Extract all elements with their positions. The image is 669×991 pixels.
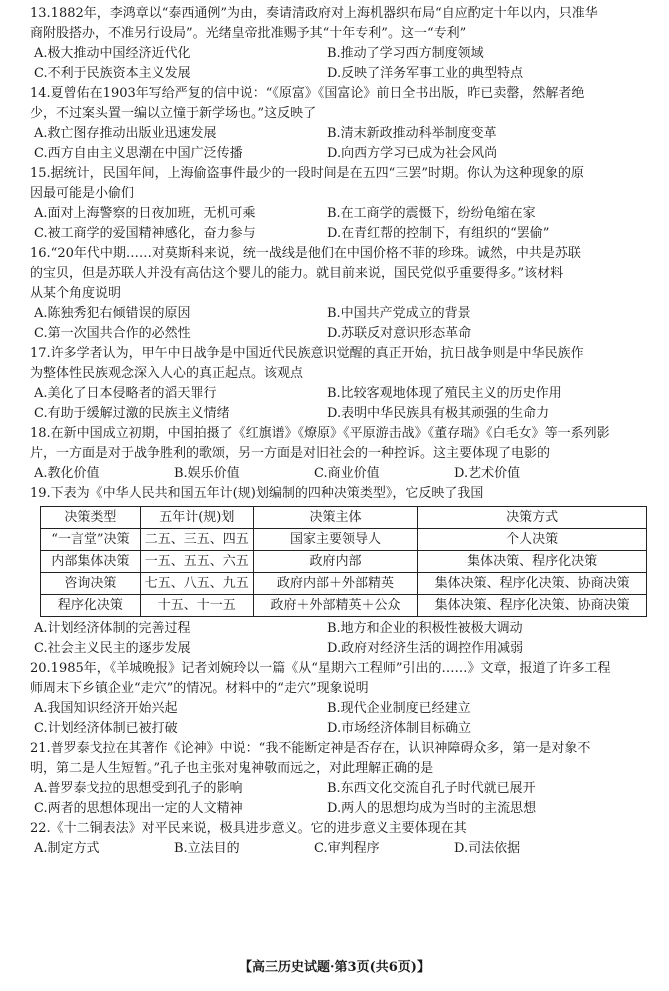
answer-option: D.向西方学习已成为社会风尚 [327,146,498,161]
table-cell: 政府内部＋外部精英 [253,573,417,595]
answer-option: B.清末新政推动科举制度变革 [327,126,497,141]
table-row [41,573,647,595]
answer-option: C.有助于缓解过激的民族主义情绪 [34,406,230,421]
answer-option: C.两者的思想体现出一定的人文精神 [34,801,243,816]
question-text-line: 17.许多学者认为，甲午中日战争是中国近代民族意识觉醒的真正开始，抗日战争则是中华民族作 [30,346,584,361]
page-footer: 【高三历史试题·第3页(共6页)】 [239,960,430,975]
answer-option: A.教化价值 [34,466,100,481]
table-cell: 十五、十一五 [140,595,253,617]
question-text-line: 20.1985年，《羊城晚报》记者刘婉玲以一篇《从“星期六工程师”引出的……》文章，报道了许多工程 [30,661,611,676]
question-17 [30,344,647,424]
question-20 [30,659,647,739]
table-cell: 二五、三五、四五 [140,529,253,551]
answer-option: B.东西文化交流自孔子时代就已展开 [327,781,536,796]
answer-option: C.社会主义民主的逐步发展 [34,641,191,656]
table-cell: 集体决策、程序化决策、协商决策 [418,573,647,595]
answer-options [30,204,647,244]
question-text-line: 19.下表为《中华人民共和国五年计(规)划编制的四种决策类型》，它反映了我国 [30,486,484,501]
question-18 [30,424,647,484]
answer-option: B.比较客观地体现了殖民主义的历史作用 [327,386,562,401]
answer-option: B.地方和企业的积极性被极大调动 [327,621,523,636]
question-text-line: 商附股搭办，不准另行设局”。光绪皇帝批准赐予其“十年专利”。这一“专利” [30,26,467,41]
answer-option: C.计划经济体制已被打破 [34,721,178,736]
table-row [41,551,647,573]
table-row [41,595,647,617]
answer-option: D.反映了洋务军事工业的典型特点 [327,66,524,81]
table-cell: “一言堂”决策 [41,529,141,551]
answer-option: A.极大推动中国经济近代化 [34,46,191,61]
answer-option: C.不利于民族资本主义发展 [34,66,191,81]
table-header-row [41,507,647,529]
question-text-line: 从某个角度说明 [30,286,122,301]
question-text-line: 师周末下乡镇企业“走穴”的情况。材料中的“走穴”现象说明 [30,681,369,696]
answer-options [30,619,647,659]
table-header-cell: 五年计(规)划 [140,507,253,529]
question-text-line: 少，不过案头置一编以立憧于新学场也。”这反映了 [30,106,317,121]
answer-options [30,839,647,859]
question-text-line: 14.夏曾佑在1903年写给严复的信中说：“《原富》《国富论》前日全书出版，昨已卖罄，然解者绝 [30,86,585,101]
question-text-line: 的宝贝，但是苏联人并没有高估这个婴儿的能力。就目前来说，国民党似乎重要得多。”该材料 [30,266,564,281]
answer-option: B.在工商学的震慑下，纷纷龟缩在家 [327,206,536,221]
question-text-line: 18.在新中国成立初期，中国拍摄了《红旗谱》《燎原》《平原游击战》《董存瑞》《白毛女》等一系列影 [30,426,610,441]
answer-options [30,304,647,344]
question-text-line: 片，一方面是对于战争胜利的歌颂，另一方面是对旧社会的一种控诉。这主要体现了电影的 [30,446,551,461]
answer-option: A.普罗泰戈拉的思想受到孔子的影响 [34,781,243,796]
answer-option: A.计划经济体制的完善过程 [34,621,191,636]
question-text-line: 因最可能是小偷们 [30,186,135,201]
answer-option: B.现代企业制度已经建立 [327,701,471,716]
table-header-cell: 决策主体 [253,507,417,529]
answer-option: D.政府对经济生活的调控作用减弱 [327,641,524,656]
answer-option: C.审判程序 [314,841,380,856]
question-text-line: 16.“20年代中期……对莫斯科来说，统一战线是他们在中国价格不菲的珍珠。诚然，中共是苏联 [30,246,581,261]
answer-options [30,699,647,739]
answer-option: D.市场经济体制目标确立 [327,721,472,736]
answer-option: C.商业价值 [314,466,380,481]
answer-options [30,464,647,484]
answer-option: B.立法目的 [174,841,240,856]
question-list [30,4,647,859]
table-cell: 国家主要领导人 [253,529,417,551]
table-cell: 集体决策、程序化决策 [418,551,647,573]
answer-option: A.我国知识经济开始兴起 [34,701,178,716]
table-header-cell: 决策类型 [41,507,141,529]
question-15 [30,164,647,244]
table-cell: 程序化决策 [41,595,141,617]
answer-option: C.第一次国共合作的必然性 [34,326,191,341]
question-22 [30,819,647,859]
answer-option: B.中国共产党成立的背景 [327,306,471,321]
question-text-line: 明，第二是人生短暂。”孔子也主张对鬼神敬而远之，对此理解正确的是 [30,761,434,776]
answer-option: D.在青红帮的控制下，有组织的“罢偷” [327,226,550,241]
table-cell: 个人决策 [418,529,647,551]
answer-options [30,779,647,819]
answer-option: D.两人的思想均成为当时的主流思想 [327,801,537,816]
answer-options [30,124,647,164]
table-cell: 政府＋外部精英＋公众 [253,595,417,617]
answer-option: D.苏联反对意识形态革命 [327,326,472,341]
question-text-line: 22.《十二铜表法》对平民来说，极具进步意义。它的进步意义主要体现在其 [30,821,467,836]
table-cell: 内部集体决策 [41,551,141,573]
table-cell: 一五、五五、六五 [140,551,253,573]
answer-option: B.娱乐价值 [174,466,240,481]
table-cell: 咨询决策 [41,573,141,595]
answer-option: B.推动了学习西方制度领域 [327,46,484,61]
table-row [41,529,647,551]
table-cell: 政府内部 [253,551,417,573]
question-16 [30,244,647,344]
answer-option: A.制定方式 [34,841,100,856]
answer-option: D.表明中华民族具有极其顽强的生命力 [327,406,550,421]
answer-option: A.美化了日本侵略者的滔天罪行 [34,386,217,401]
question-21 [30,739,647,819]
answer-option: A.救亡图存推动出版业迅速发展 [34,126,217,141]
answer-option: A.面对上海警察的日夜加班，无机可乘 [34,206,256,221]
answer-option: A.陈独秀犯右倾错误的原因 [34,306,191,321]
answer-option: D.艺术价值 [454,466,521,481]
question-text-line: 为整体性民族观念深入人心的真正起点。该观点 [30,366,304,381]
question-13 [30,4,647,84]
answer-options [30,44,647,84]
question-text-line: 13.1882年，李鸿章以“泰西通例”为由，奏请清政府对上海机器织布局“自应酌定十年以内，只准华 [30,6,598,21]
question-14 [30,84,647,164]
decision-type-table [40,506,647,617]
answer-option: C.被工商学的爱国精神感化，奋力参与 [34,226,256,241]
question-text-line: 15.据统计，民国年间，上海偷盗事件最少的一段时间是在五四“三罢”时期。你认为这种现象的原 [30,166,584,181]
answer-option: C.西方自由主义思潮在中国广泛传播 [34,146,243,161]
table-cell: 七五、八五、九五 [140,573,253,595]
answer-option: D.司法依据 [454,841,521,856]
question-19 [30,484,647,659]
answer-options [30,384,647,424]
question-text-line: 21.普罗泰戈拉在其著作《论神》中说：“我不能断定神是否存在，认识神障碍众多，第一是对象不 [30,741,591,756]
table-header-cell: 决策方式 [418,507,647,529]
table-cell: 集体决策、程序化决策、协商决策 [418,595,647,617]
